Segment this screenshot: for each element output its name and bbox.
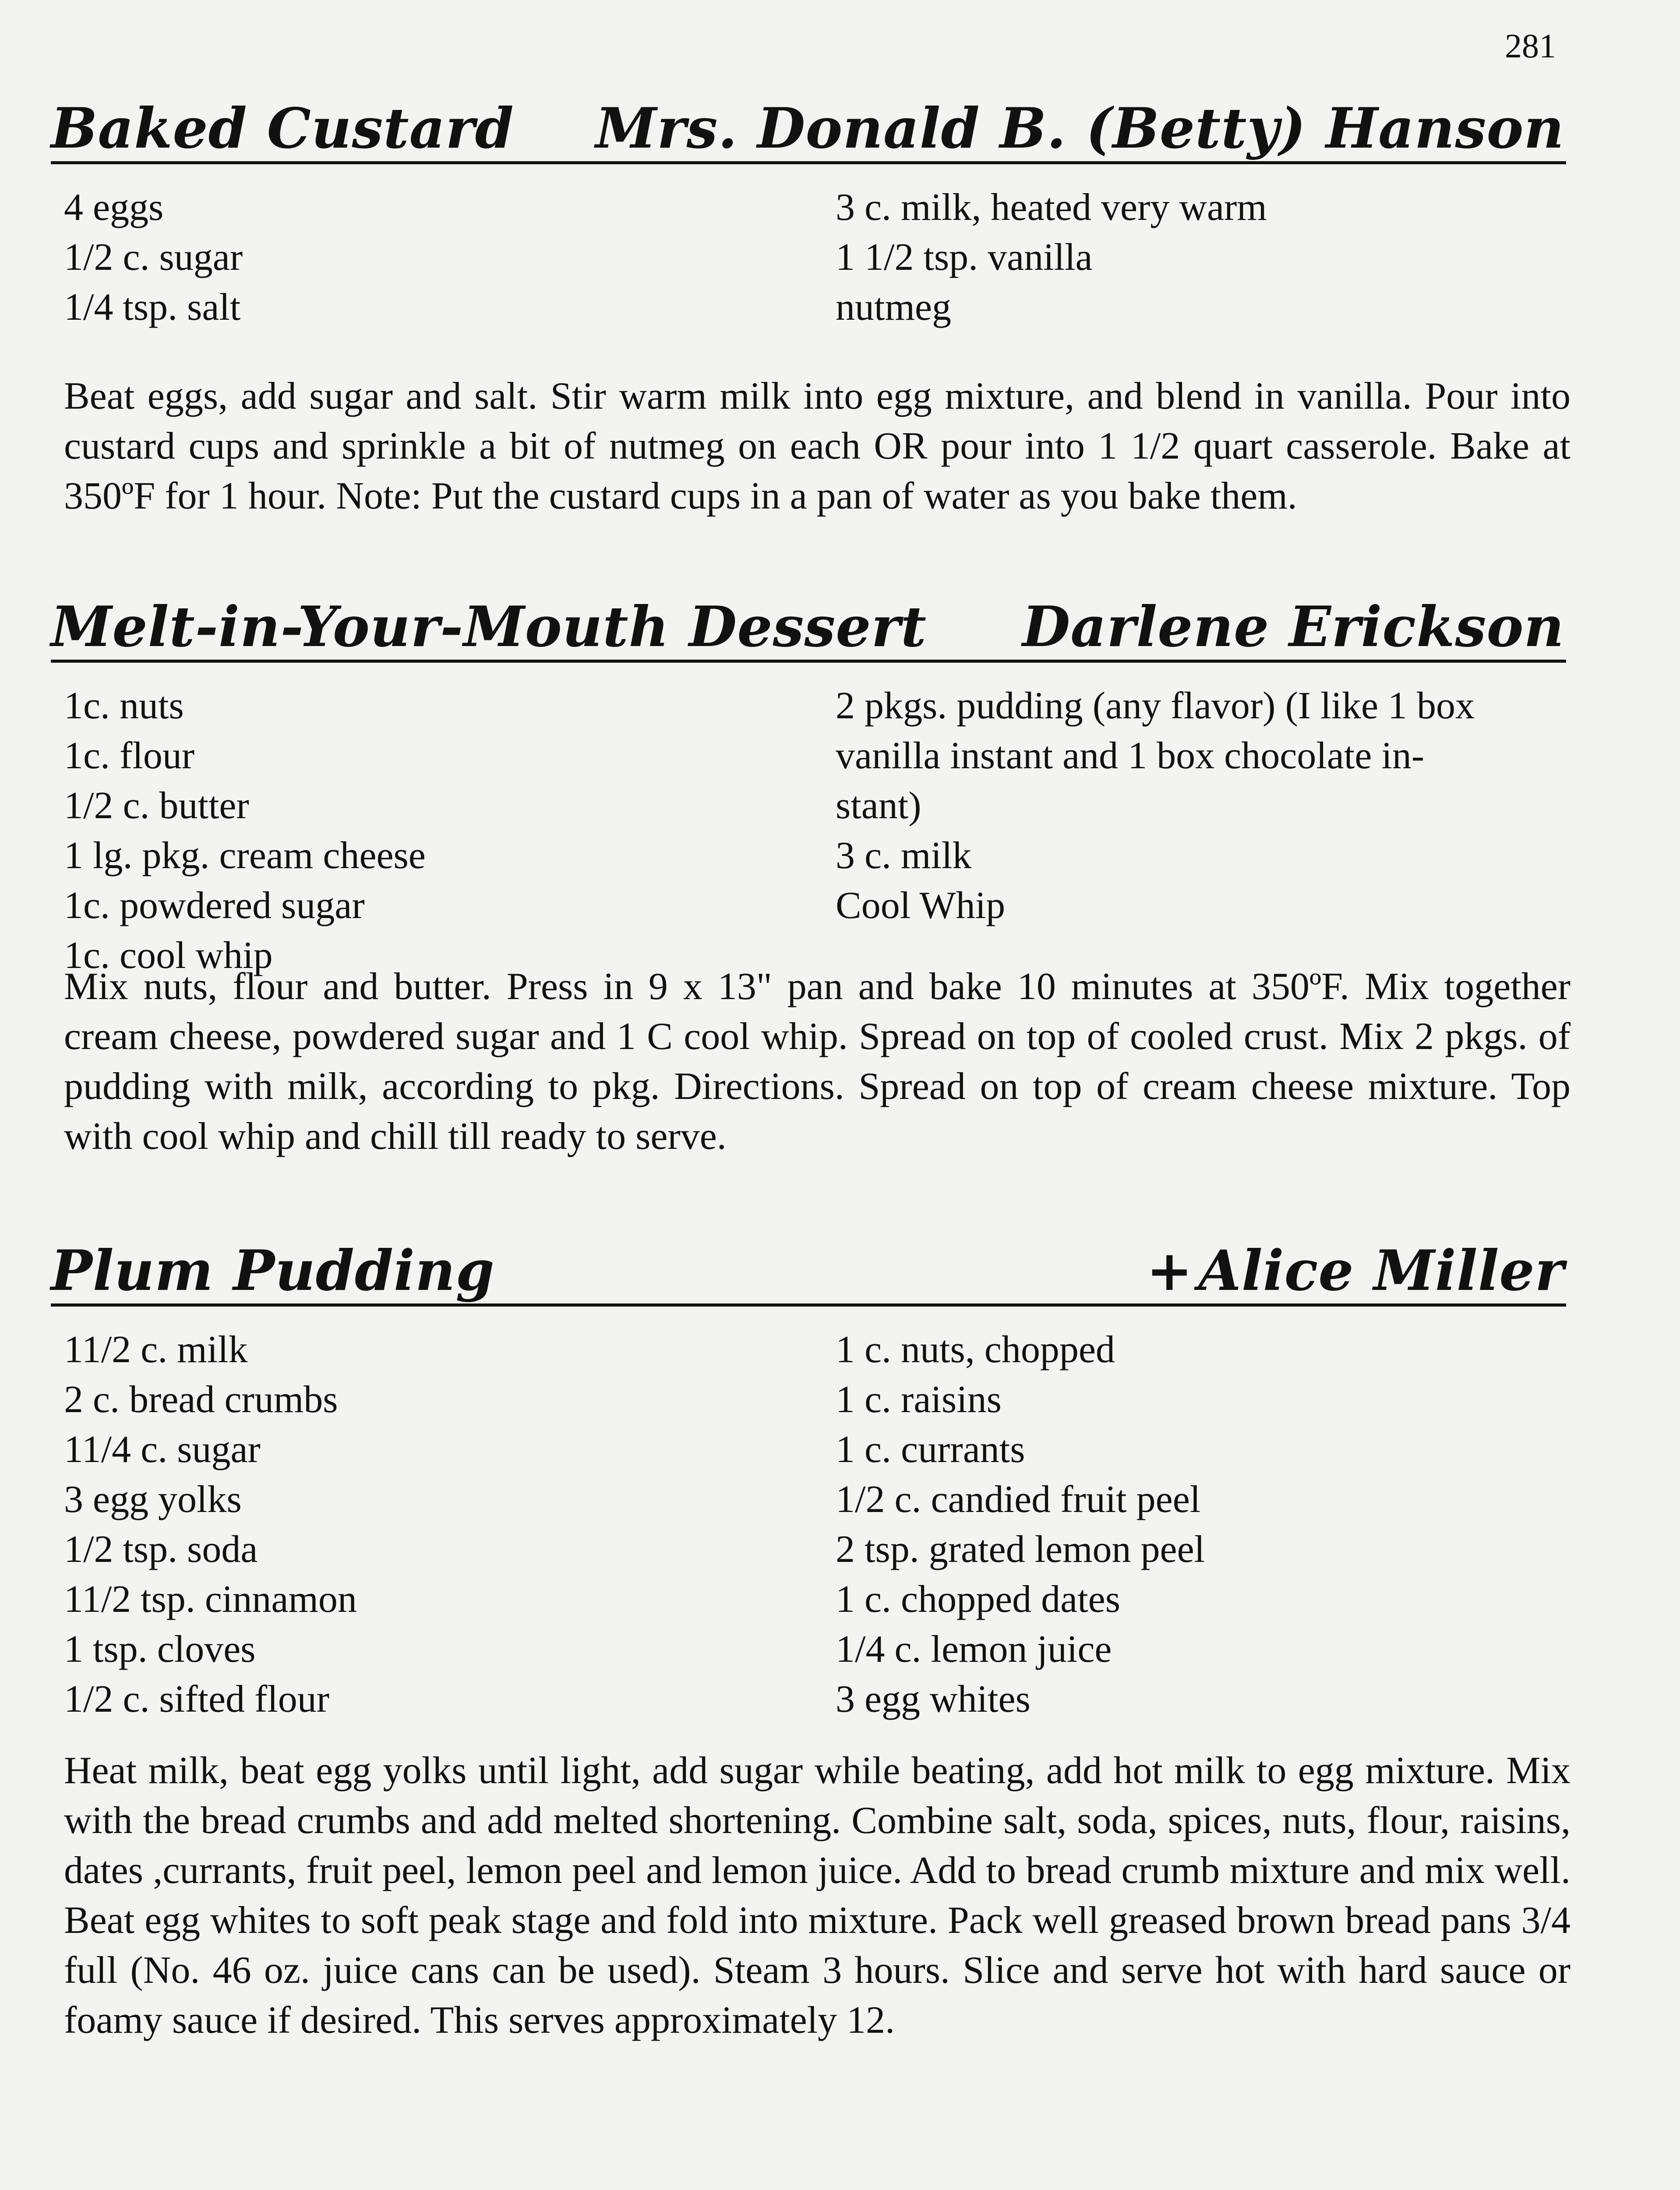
ingredient-item: 3 c. milk, heated very warm [836, 186, 1267, 229]
ingredient-column-right [836, 681, 1576, 931]
memorial-cross-icon: + [1146, 1238, 1193, 1303]
ingredient-column-left [64, 681, 787, 981]
ingredient-item: vanilla instant and 1 box chocolate in- [836, 735, 1425, 777]
ingredient-column-right [836, 183, 1576, 332]
ingredient-item: 1c. powdered sugar [64, 884, 365, 927]
ingredient-item: 1 tsp. cloves [64, 1628, 256, 1671]
ingredient-item: 11/2 tsp. cinnamon [64, 1578, 357, 1621]
ingredient-column-left [64, 183, 787, 332]
ingredient-item: 1 c. chopped dates [836, 1578, 1120, 1621]
ingredient-item: 1c. flour [64, 735, 195, 777]
ingredient-item: 11/4 c. sugar [64, 1428, 261, 1471]
recipe-author: Alice Miller [1198, 1238, 1564, 1303]
ingredient-item: Cool Whip [836, 884, 1006, 927]
ingredient-item: 2 tsp. grated lemon peel [836, 1528, 1205, 1571]
ingredient-item: 1/4 c. lemon juice [836, 1628, 1112, 1671]
recipe-plum-pudding [51, 1238, 1571, 2042]
ingredient-item: 1/4 tsp. salt [64, 286, 241, 328]
ingredient-item: 1 c. currants [836, 1428, 1025, 1471]
recipe-baked-custard [51, 95, 1571, 517]
ingredient-item: 11/2 c. milk [64, 1328, 248, 1371]
recipe-title: Plum Pudding [51, 1238, 495, 1303]
recipe-author-block [1146, 1238, 1564, 1303]
recipe-title: Melt-in-Your-Mouth Dessert [51, 594, 927, 659]
ingredient-item: 1/2 c. candied fruit peel [836, 1478, 1201, 1521]
ingredient-item: 1 lg. pkg. cream cheese [64, 834, 426, 877]
ingredient-item: 1/2 tsp. soda [64, 1528, 258, 1571]
recipe-title-row [51, 1238, 1566, 1307]
recipe-title-row [51, 95, 1566, 164]
recipe-author: Mrs. Donald B. (Betty) Hanson [595, 96, 1564, 161]
ingredient-item: 1 1/2 tsp. vanilla [836, 236, 1093, 279]
recipe-title: Baked Custard [51, 96, 514, 161]
ingredient-list [51, 183, 1566, 340]
ingredient-item: 2 pkgs. pudding (any flavor) (I like 1 box [836, 685, 1475, 727]
ingredient-list [51, 681, 1566, 988]
ingredient-column-right [836, 1325, 1576, 1724]
ingredient-item: 3 c. milk [836, 834, 972, 877]
ingredient-item: 1c. nuts [64, 685, 184, 727]
ingredient-item: 1 c. raisins [836, 1378, 1002, 1421]
ingredient-item: 1/2 c. sifted flour [64, 1678, 330, 1720]
page-number: 281 [1505, 27, 1556, 65]
recipe-directions: Beat eggs, add sugar and salt. Stir warm milk into egg mixture, and blend in vanilla. Pour into custard cups and sprinkle a bit of nutmeg on each OR pour into 1 1/2 quart casserole. Bake at 350ºF for 1 hour. Note: Put the custard cups in a pan of water as you bake them. [64, 375, 1571, 517]
recipe-title-row [51, 594, 1566, 663]
recipe-directions: Heat milk, beat egg yolks until light, add sugar while beating, add hot milk to egg mixture. Mix with the bread crumbs and add melted shortening. Combine salt, soda, spices, nuts, flour, raisins, dates ,currants, fruit peel, lemon peel and lemon juice. Add to bread crumb mixture and mix well. Beat egg whites to soft peak stage and fold into mixture. Pack well greased brown bread pans 3/4 full (No. 46 oz. juice cans can be used). Steam 3 hours. Slice and serve hot with hard sauce or foamy sauce if desired. This serves approximately 12. [64, 1749, 1571, 2042]
recipe-directions: Mix nuts, flour and butter. Press in 9 x 13" pan and bake 10 minutes at 350ºF. Mix together cream cheese, powdered sugar and 1 C cool whip. Spread on top of cooled crust. Mix 2 pkgs. of pudding with milk, according to pkg. Directions. Spread on top of cream cheese mixture. Top with cool whip and chill till ready to serve. [64, 965, 1571, 1158]
ingredient-column-left [64, 1325, 787, 1724]
ingredient-item: nutmeg [836, 286, 951, 328]
ingredient-item: 1c. cool whip [64, 934, 273, 977]
ingredient-item: 4 eggs [64, 186, 164, 229]
ingredient-item: 3 egg whites [836, 1678, 1031, 1720]
ingredient-item: 3 egg yolks [64, 1478, 242, 1521]
ingredient-item: 1/2 c. sugar [64, 236, 243, 279]
ingredient-list [51, 1325, 1566, 1732]
ingredient-item: 1 c. nuts, chopped [836, 1328, 1115, 1371]
ingredient-item: stant) [836, 784, 921, 827]
recipe-melt-in-your-mouth-dessert [51, 594, 1571, 1158]
ingredient-item: 1/2 c. butter [64, 784, 249, 827]
ingredient-item: 2 c. bread crumbs [64, 1378, 338, 1421]
recipe-author: Darlene Erickson [1022, 594, 1564, 659]
